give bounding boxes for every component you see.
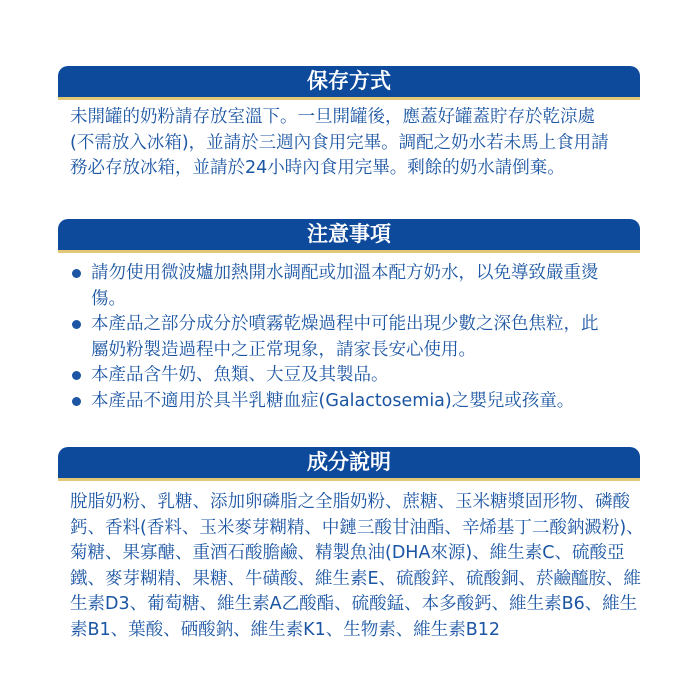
- text-line: 素B1、葉酸、硒酸鈉、維生素K1、生物素、維生素B12: [70, 619, 501, 640]
- bullet-icon: [72, 320, 81, 329]
- text-line: 屬奶粉製造過程中之正常現象，請家長安心使用。: [91, 339, 476, 360]
- text-line: 未開罐的奶粉請存放室溫下。一旦開罐後，應蓋好罐蓋貯存於乾涼處: [70, 107, 595, 127]
- bullet-icon: [72, 269, 81, 278]
- notes-title: 注意事項: [307, 222, 391, 246]
- ingredients-text: [70, 490, 650, 643]
- text-line: 務必存放冰箱，並請於24小時內食用完畢。剩餘的奶水請倒棄。: [70, 158, 565, 178]
- storage-title: 保存方式: [307, 69, 391, 93]
- bullet-icon: [72, 397, 81, 406]
- text-line: 請勿使用微波爐加熱開水調配或加溫本配方奶水，以免導致嚴重燙: [91, 263, 599, 283]
- text-line: 本產品之部分成分於噴霧乾燥過程中可能出現少數之深色焦粒，此: [91, 314, 599, 334]
- text-line: 菊糖、果寡醣、重酒石酸膽鹼、精製魚油(DHA來源)、維生素C、硫酸亞: [70, 543, 625, 563]
- ingredients-header: [58, 447, 640, 481]
- bullet-icon: [72, 371, 81, 380]
- list-item: [70, 261, 650, 312]
- notes-list: [70, 261, 650, 414]
- list-item: [70, 389, 650, 415]
- text-line: 鈣、香料(香料、玉米麥芽糊精、中鏈三酸甘油酯、辛烯基丁二酸鈉澱粉)、: [70, 517, 644, 538]
- text-line: 生素D3、葡萄糖、維生素A乙酸酯、硫酸錳、本多酸鈣、維生素B6、維生: [70, 594, 638, 614]
- storage-text: [70, 105, 650, 182]
- text-line: 傷。: [91, 288, 126, 309]
- storage-header: [58, 66, 640, 100]
- text-line: (不需放入冰箱)，並請於三週內食用完畢。調配之奶水若未馬上食用請: [70, 132, 609, 153]
- text-line: 脫脂奶粉、乳糖、添加卵磷脂之全脂奶粉、蔗糖、玉米糖漿固形物、磷酸: [70, 492, 630, 512]
- text-line: 本產品不適用於具半乳糖血症(Galactosemia)之嬰兒或孩童。: [91, 390, 575, 411]
- list-item: [70, 363, 650, 389]
- ingredients-title: 成分說明: [307, 450, 391, 474]
- list-item: [70, 312, 650, 363]
- notes-header: [58, 219, 640, 253]
- text-line: 本產品含牛奶、魚類、大豆及其製品。: [91, 365, 389, 385]
- text-line: 鐵、麥芽糊精、果糖、牛磺酸、維生素E、硫酸鋅、硫酸銅、菸鹼醯胺、維: [70, 568, 642, 589]
